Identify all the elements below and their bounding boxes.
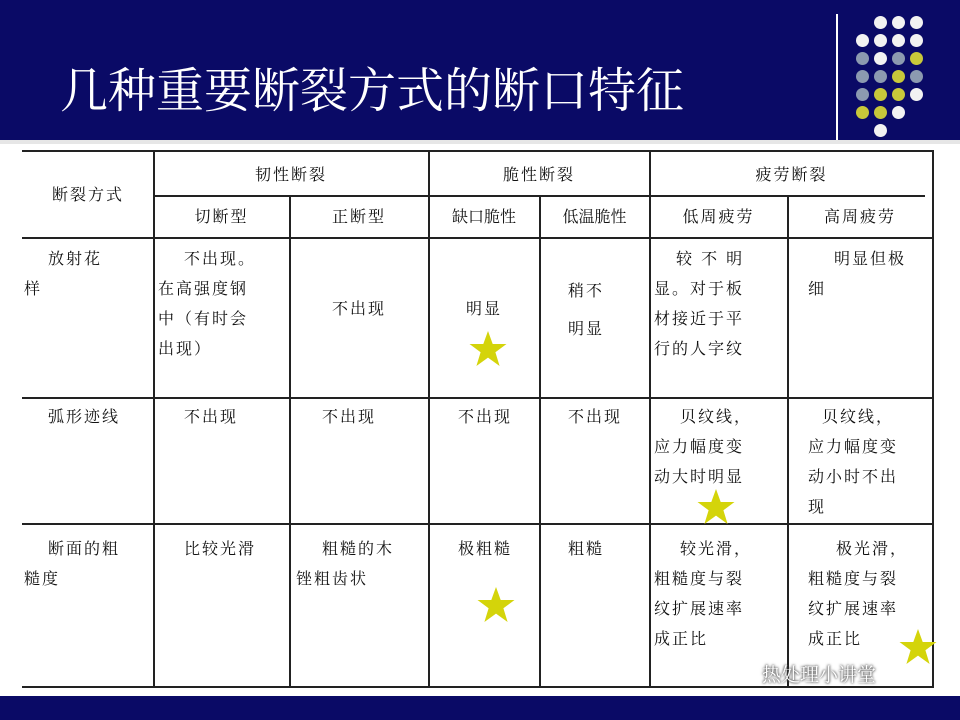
header-divider-line <box>836 14 838 140</box>
decorative-dot <box>892 88 905 101</box>
decorative-dot <box>874 16 887 29</box>
arc-normal: 不出现 <box>322 407 377 426</box>
star-icon <box>476 586 516 624</box>
decorative-dot <box>910 52 923 65</box>
group-fatigue: 疲劳断裂 <box>755 165 828 184</box>
table-top-border <box>22 150 934 152</box>
arc-hcf-2: 应力幅度变 <box>808 437 899 456</box>
rough-hcf-4: 成正比 <box>808 629 863 648</box>
arc-lcf-3: 动大时明显 <box>654 467 745 486</box>
row-radial-label-1: 放射花 <box>48 249 103 268</box>
radial-lowtemp-2: 明显 <box>568 319 605 338</box>
decorative-dot <box>892 52 905 65</box>
row-rough-label-2: 糙度 <box>24 569 61 588</box>
radial-normal: 不出现 <box>331 299 386 318</box>
decorative-dot <box>892 70 905 83</box>
decorative-dot <box>910 88 923 101</box>
radial-hcf-2: 细 <box>808 279 827 298</box>
header-bottom-border <box>22 237 934 239</box>
arc-lowtemp: 不出现 <box>568 407 623 426</box>
arc-hcf-3: 动小时不出 <box>808 467 899 486</box>
rough-lcf-3: 纹扩展速率 <box>654 599 745 618</box>
row-divider-1 <box>22 397 934 399</box>
star-icon <box>468 330 508 368</box>
header-corner: 断裂方式 <box>51 185 124 204</box>
radial-lcf-4: 行的人字纹 <box>654 339 745 358</box>
subheader-normal: 正断型 <box>331 207 386 226</box>
decorative-dot <box>910 34 923 47</box>
row-divider-2 <box>22 523 934 525</box>
decorative-dot <box>874 124 887 137</box>
decorative-dot <box>910 16 923 29</box>
rough-hcf-2: 粗糙度与裂 <box>808 569 899 588</box>
group-ductile: 韧性断裂 <box>254 165 327 184</box>
rough-lcf-2: 粗糙度与裂 <box>654 569 745 588</box>
arc-hcf-1: 贝纹线， <box>822 407 895 426</box>
radial-hcf-1: 明显但极 <box>834 249 907 268</box>
rough-notch: 极粗糙 <box>458 539 513 558</box>
radial-lowtemp-1: 稍不 <box>568 281 605 300</box>
row-radial-label-2: 样 <box>24 279 43 298</box>
group-brittle: 脆性断裂 <box>502 165 575 184</box>
rough-hcf-3: 纹扩展速率 <box>808 599 899 618</box>
arc-lcf-2: 应力幅度变 <box>654 437 745 456</box>
watermark-text: 热处理小讲堂 <box>762 664 877 686</box>
decorative-dot <box>874 52 887 65</box>
rough-normal-1: 粗糙的木 <box>322 539 395 558</box>
arc-shear: 不出现 <box>184 407 239 426</box>
decorative-dot <box>874 106 887 119</box>
decorative-dot <box>856 34 869 47</box>
rough-lowtemp: 粗糙 <box>568 539 605 558</box>
radial-lcf-1: 较 不 明 <box>676 249 745 268</box>
radial-shear-1: 不出现。 <box>184 249 257 268</box>
decorative-dot <box>910 70 923 83</box>
rough-lcf-4: 成正比 <box>654 629 709 648</box>
row-rough-label-1: 断面的粗 <box>48 539 121 558</box>
subheader-notch: 缺口脆性 <box>451 207 516 226</box>
decorative-dot <box>874 88 887 101</box>
decorative-dot <box>892 16 905 29</box>
slide-title: 几种重要断裂方式的断口特征 <box>60 63 685 119</box>
radial-shear-4: 出现） <box>158 339 213 358</box>
arc-lcf-1: 贝纹线， <box>680 407 753 426</box>
rough-shear: 比较光滑 <box>184 539 257 558</box>
star-icon <box>898 628 938 666</box>
subheader-shear: 切断型 <box>194 207 249 226</box>
col-line-2 <box>289 195 291 688</box>
subheader-hcf: 高周疲劳 <box>823 207 896 226</box>
rough-hcf-1: 极光滑， <box>836 539 909 558</box>
header-bottom-rule <box>0 140 960 144</box>
slide-footer <box>0 696 960 720</box>
col-line-6 <box>787 195 789 688</box>
radial-notch: 明显 <box>465 299 502 318</box>
col-line-right <box>932 150 934 688</box>
subheader-lcf: 低周疲劳 <box>682 207 755 226</box>
radial-shear-3: 中（有时会 <box>158 309 249 328</box>
rough-normal-2: 锉粗齿状 <box>296 569 369 588</box>
arc-notch: 不出现 <box>458 407 513 426</box>
decorative-dot <box>856 88 869 101</box>
rough-lcf-1: 较光滑， <box>680 539 753 558</box>
radial-lcf-3: 材接近于平 <box>654 309 745 328</box>
radial-lcf-2: 显。对于板 <box>654 279 745 298</box>
decorative-dot <box>874 70 887 83</box>
arc-hcf-4: 现 <box>808 497 827 516</box>
subheader-lowtemp: 低温脆性 <box>562 207 627 226</box>
decorative-dot <box>874 34 887 47</box>
radial-shear-2: 在高强度钢 <box>158 279 249 298</box>
decorative-dot <box>856 70 869 83</box>
col-line-4 <box>539 195 541 688</box>
decorative-dot-grid <box>854 14 958 140</box>
decorative-dot <box>892 34 905 47</box>
decorative-dot <box>892 106 905 119</box>
decorative-dot <box>856 106 869 119</box>
decorative-dot <box>856 52 869 65</box>
row-arc-label: 弧形迹线 <box>48 407 121 426</box>
star-icon <box>696 488 736 526</box>
